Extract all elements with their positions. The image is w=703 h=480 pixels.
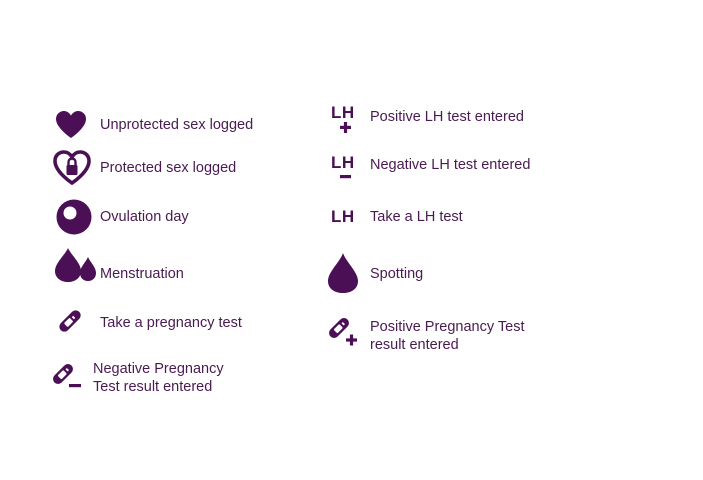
lh-text: LH — [331, 207, 355, 226]
legend-label: Take a pregnancy test — [100, 315, 242, 331]
legend-label: result entered — [370, 337, 459, 353]
legend-label: Take a LH test — [370, 209, 463, 225]
ovulation-icon — [56, 199, 92, 235]
lh-text: LH — [331, 103, 355, 122]
pregnancy-test-icon — [55, 307, 85, 335]
lh-test-icon — [331, 208, 359, 228]
legend-label: Protected sex logged — [100, 160, 237, 176]
pregnancy-test-negative-icon — [51, 362, 83, 390]
legend-label: Spotting — [370, 266, 424, 282]
spotting-drop-icon — [327, 252, 359, 294]
lh-negative-icon — [331, 154, 359, 182]
lh-positive-icon — [331, 104, 359, 136]
legend-label: Menstruation — [100, 266, 184, 282]
legend-label: Negative Pregnancy — [93, 361, 224, 377]
legend-label: Unprotected sex logged — [100, 117, 254, 133]
legend-label: Positive Pregnancy Test — [370, 319, 525, 335]
pregnancy-test-positive-icon — [327, 316, 361, 348]
lh-text: LH — [331, 153, 355, 172]
heart-lock-icon — [53, 150, 91, 185]
legend-label: Ovulation day — [100, 209, 189, 225]
heart-icon — [55, 110, 87, 139]
legend-label: Positive LH test entered — [370, 109, 524, 125]
legend-label: Test result entered — [93, 379, 213, 395]
menstruation-drops-icon — [55, 247, 97, 283]
legend-label: Negative LH test entered — [370, 157, 531, 173]
